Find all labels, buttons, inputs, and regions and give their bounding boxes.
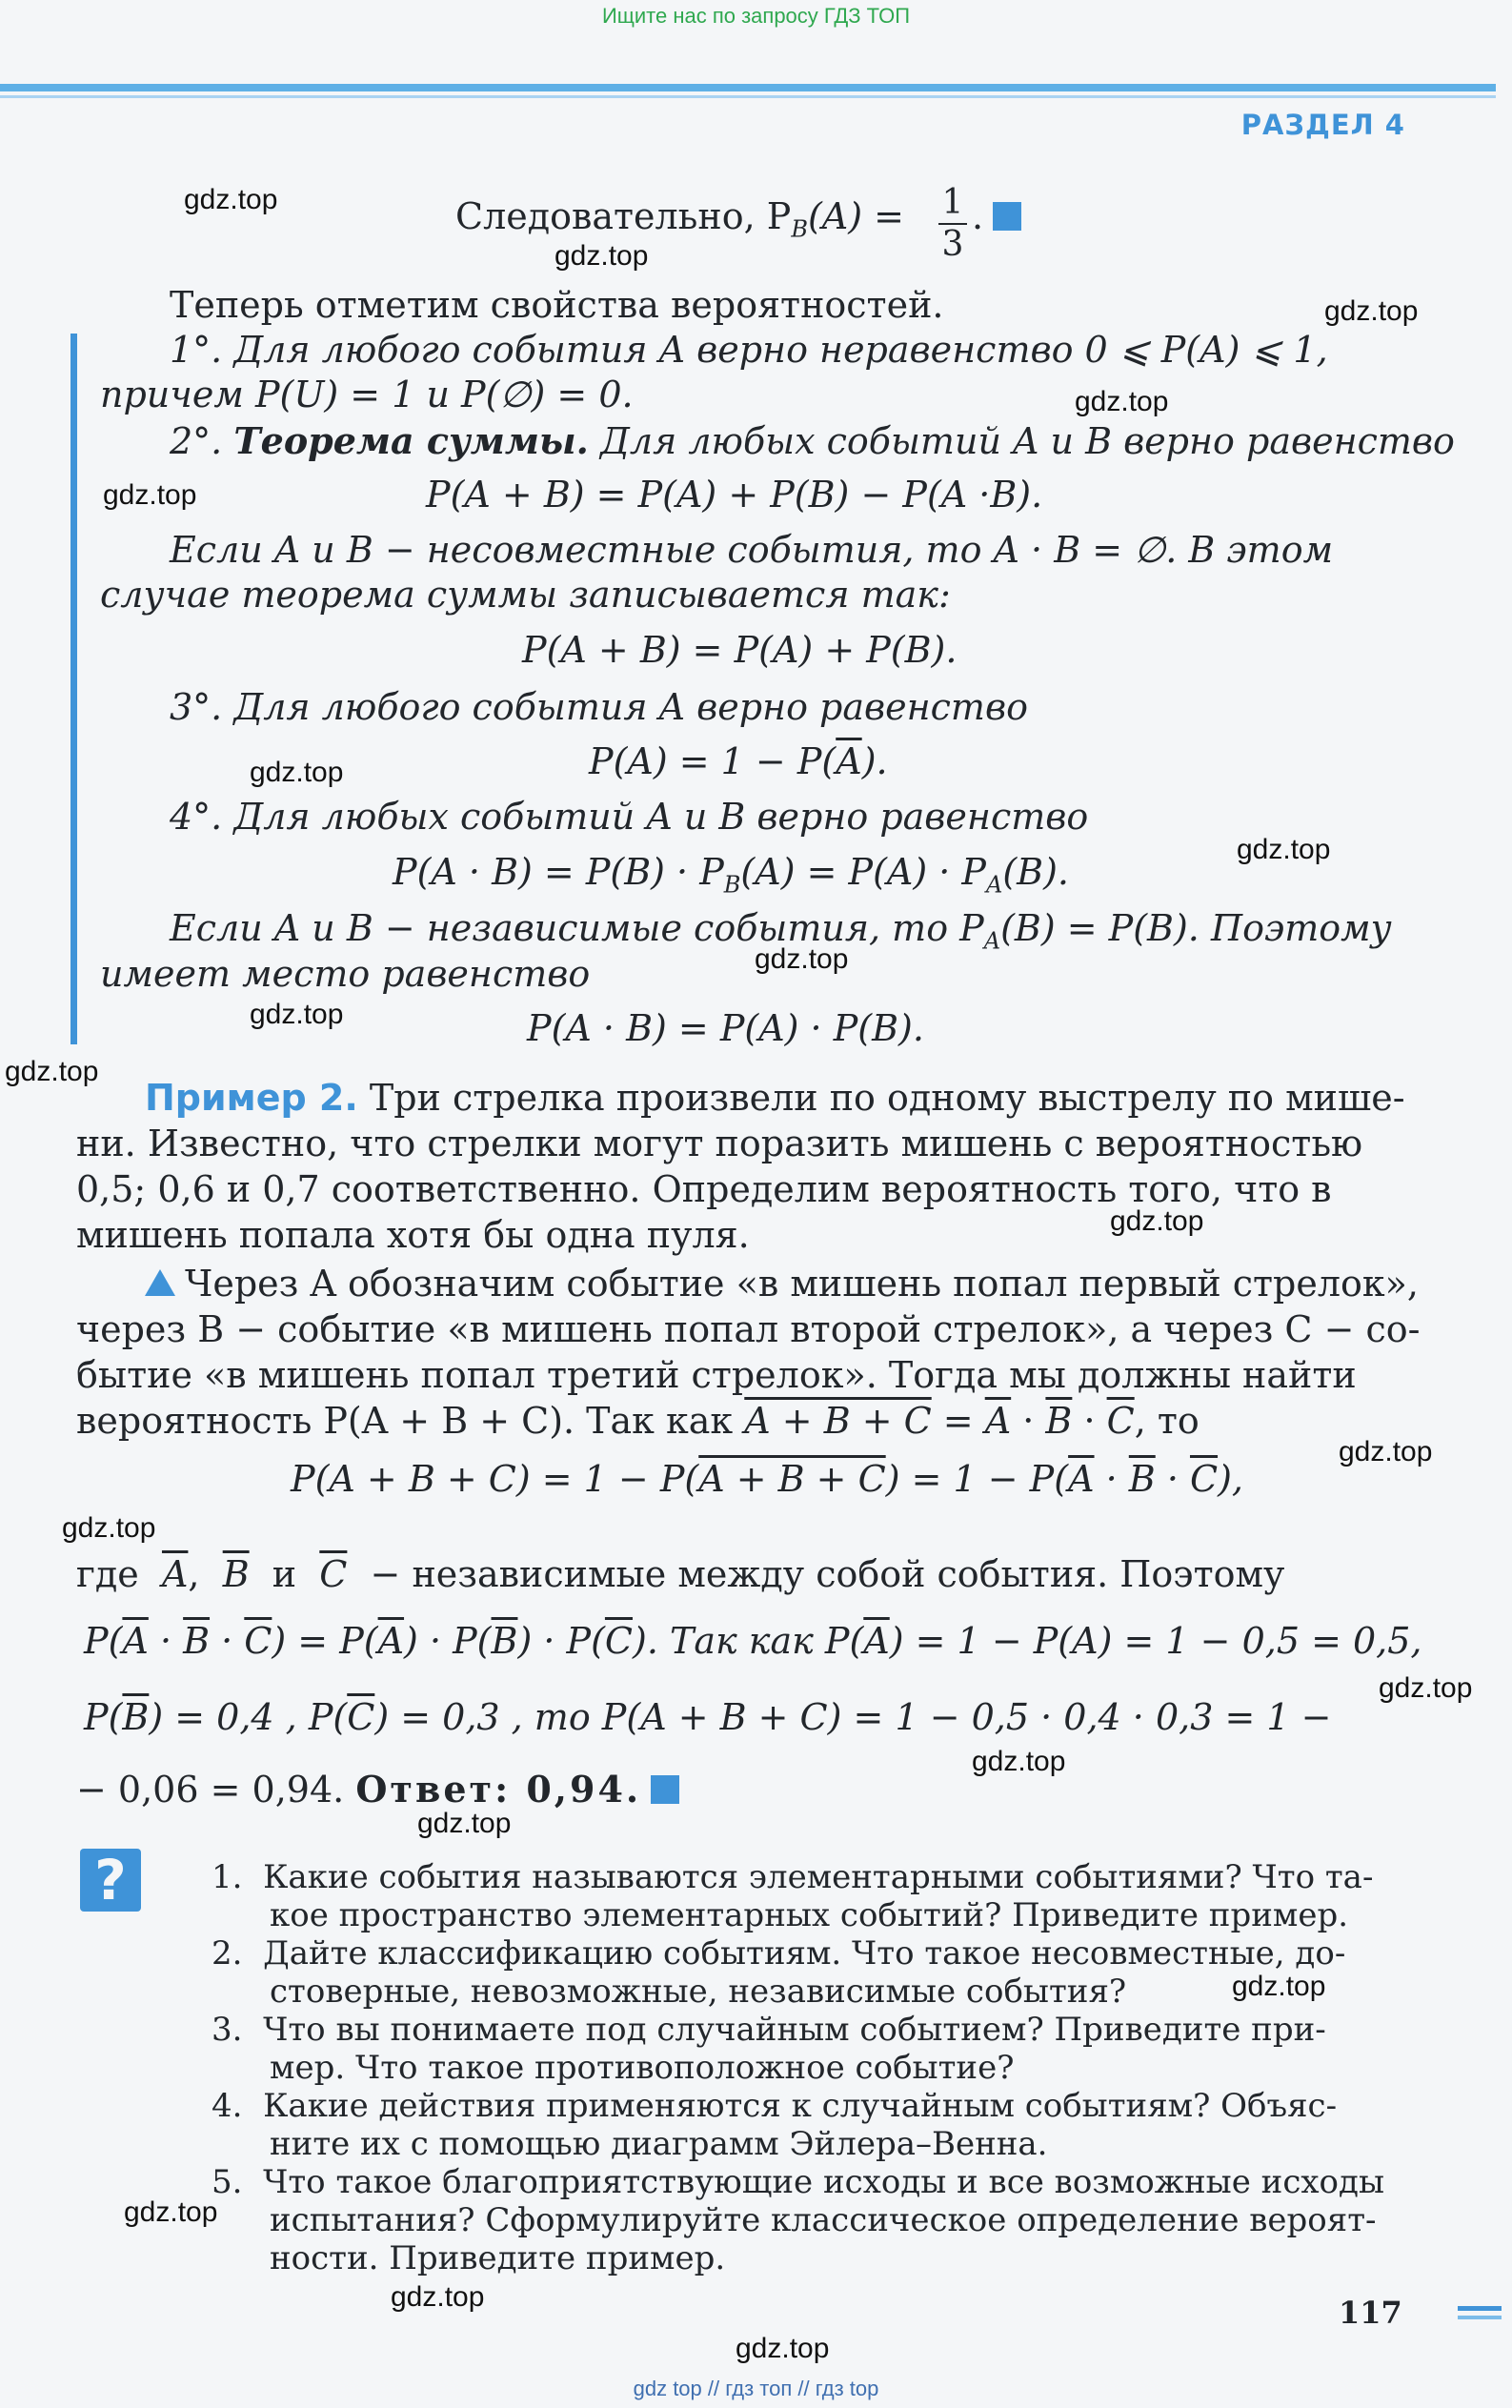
end-of-proof-icon (993, 202, 1021, 231)
independent-note: Если A и B − независимые события, то $P_A(B) = P(B)$. Поэтому (170, 907, 1392, 955)
property-1-cont: причем P(U) = 1 и P(∅) = 0. (100, 374, 634, 415)
property-1: 1°. Для любого события A верно неравенство 0 ⩽ P(A) ⩽ 1, (170, 329, 1328, 371)
watermark: gdz.top (1232, 1971, 1326, 2002)
question-1-cont: кое пространство элементарных событий? Приведите пример. (270, 1896, 1349, 1934)
question-4-cont: ните их с помощью диаграмм Эйлера–Венна. (270, 2125, 1048, 2163)
example-2-line-4: мишень попала хотя бы одна пуля. (76, 1214, 750, 1256)
watermark: gdz.top (1324, 295, 1419, 327)
solution-formula: $P(A + B + C) = 1 - P(A + B + C) = 1 - P(\overline{A} \cdot \overline{B} \cdot \overline{C})$, (291, 1458, 1243, 1500)
section-label: РАЗДЕЛ 4 (1240, 109, 1405, 141)
question-5-cont: испытания? Сформулируйте классическое определение вероят- (270, 2201, 1377, 2239)
incompatible-note: Если A и B − несовместные события, то A · B = ∅. В этом (170, 529, 1334, 571)
watermark: gdz.top (554, 240, 649, 272)
properties-intro: Теперь отметим свойства вероятностей. (170, 284, 944, 326)
solution-line-6: $P(\overline{A} \cdot \overline{B} \cdot \overline{C}) = P(\overline{A}) \cdot P(\overline{B}) \cdot P(\overline{C})$. Так как $P(\overline{A}) = 1 - P(A) = 1 - 0,5 = 0,5$, (84, 1620, 1422, 1662)
solution-line-1: Через A обозначим событие «в мишень попал первый стрелок», (145, 1263, 1419, 1305)
watermark: gdz.top (62, 1512, 156, 1544)
watermark: gdz.top (736, 2333, 830, 2364)
product-formula: $P(A \cdot B) = P(B) \cdot P_B(A) = P(A) \cdot P_A(B)$. (393, 851, 1069, 899)
watermark: gdz.top (1237, 834, 1331, 865)
example-2-line-3: 0,5; 0,6 и 0,7 соответственно. Определим вероятность того, что в (76, 1168, 1332, 1210)
incompatible-note-cont: случае теорема суммы записывается так: (100, 574, 951, 616)
example-label: Пример 2. (145, 1077, 358, 1119)
sum-theorem-formula: P(A + B) = P(A) + P(B) − P(A ·B). (426, 474, 1043, 516)
watermark: gdz.top (755, 943, 849, 975)
property-2: 2°. Теорема суммы. Для любых событий A и B верно равенство (170, 419, 1455, 462)
watermark: gdz.top (417, 1808, 512, 1839)
complement-formula: $P(A) = 1 - P(\overline{A})$. (589, 740, 888, 782)
question-3-cont: мер. Что такое противоположное событие? (270, 2049, 1015, 2087)
theory-side-bar (71, 334, 77, 1044)
header-rule (0, 84, 1496, 91)
solution-answer: − 0,06 = 0,94. Ответ: 0,94. (76, 1768, 679, 1811)
solution-line-4: вероятность P(A + B + C). Так как $A + B + C = \overline{A} \cdot \overline{B} \cdot \overline{C}$, то (76, 1400, 1200, 1442)
watermark: gdz.top (1339, 1436, 1433, 1467)
sum-formula-incompatible: P(A + B) = P(A) + P(B). (522, 629, 958, 671)
bottom-promo-link[interactable]: gdz top // гдз топ // гдз top (633, 2377, 879, 2400)
example-2-line-2: ни. Известно, что стрелки могут поразить мишень с вероятностью (76, 1123, 1363, 1164)
solution-line-5: где $\overline{A}$, $\overline{B}$ и $\overline{C}$ − независимые между собой события. Поэтому (76, 1553, 1285, 1595)
page-mark-thin (1458, 2316, 1502, 2319)
watermark: gdz.top (124, 2196, 218, 2228)
questions-icon: ? (80, 1849, 141, 1912)
solution-line-3: бытие «в мишень попал третий стрелок». Тогда мы должны найти (76, 1354, 1357, 1396)
fraction-dot: . (972, 195, 1021, 237)
watermark: gdz.top (103, 479, 197, 511)
property-3: 3°. Для любого события A верно равенство (170, 686, 1028, 728)
page-mark (1458, 2306, 1502, 2311)
solution-start-icon (145, 1269, 175, 1296)
watermark: gdz.top (972, 1746, 1066, 1777)
page-number: 117 (1339, 2295, 1402, 2331)
watermark: gdz.top (1379, 1672, 1473, 1704)
header-rule-thin (0, 95, 1496, 98)
question-4: 4. Какие действия применяются к случайным событиям? Объяс- (212, 2087, 1338, 2125)
top-promo-link[interactable]: Ищите нас по запросу ГДЗ ТОП (601, 4, 911, 28)
solution-line-2: через B − событие «в мишень попал второй стрелок», а через C − со- (76, 1308, 1421, 1350)
independent-product-formula: P(A · B) = P(A) · P(B). (527, 1007, 924, 1049)
watermark: gdz.top (1075, 386, 1169, 417)
question-1: 1. Какие события называются элементарными событиями? Что та- (212, 1858, 1374, 1896)
fraction: 1 3 (938, 183, 967, 265)
example-2-line-1: Пример 2. Три стрелка произвели по одному выстрелу по мише- (145, 1077, 1405, 1119)
property-4: 4°. Для любых событий A и B верно равенство (170, 796, 1089, 838)
question-2-cont: стоверные, невозможные, независимые события? (270, 1973, 1127, 2011)
question-5-cont-2: ности. Приведите пример. (270, 2239, 726, 2277)
conclusion-line: Следовательно, $P_B(A)$ = (455, 195, 904, 243)
independent-note-cont: имеет место равенство (100, 953, 591, 995)
watermark: gdz.top (250, 999, 344, 1030)
watermark: gdz.top (1110, 1205, 1204, 1237)
question-2: 2. Дайте классификацию событиям. Что такое несовместные, до- (212, 1934, 1346, 1973)
watermark: gdz.top (250, 757, 344, 788)
solution-line-7: $P(\overline{B}) = 0,4$ , $P(\overline{C}) = 0,3$ , то P(A + B + C) = 1 − 0,5 · 0,4 · 0,3 = 1 − (84, 1696, 1332, 1738)
watermark: gdz.top (391, 2281, 485, 2313)
end-of-solution-icon (651, 1775, 679, 1804)
question-5: 5. Что такое благоприятствующие исходы и все возможные исходы (212, 2163, 1385, 2201)
watermark: gdz.top (184, 184, 278, 215)
watermark: gdz.top (5, 1056, 99, 1087)
question-3: 3. Что вы понимаете под случайным событием? Приведите при- (212, 2011, 1326, 2049)
